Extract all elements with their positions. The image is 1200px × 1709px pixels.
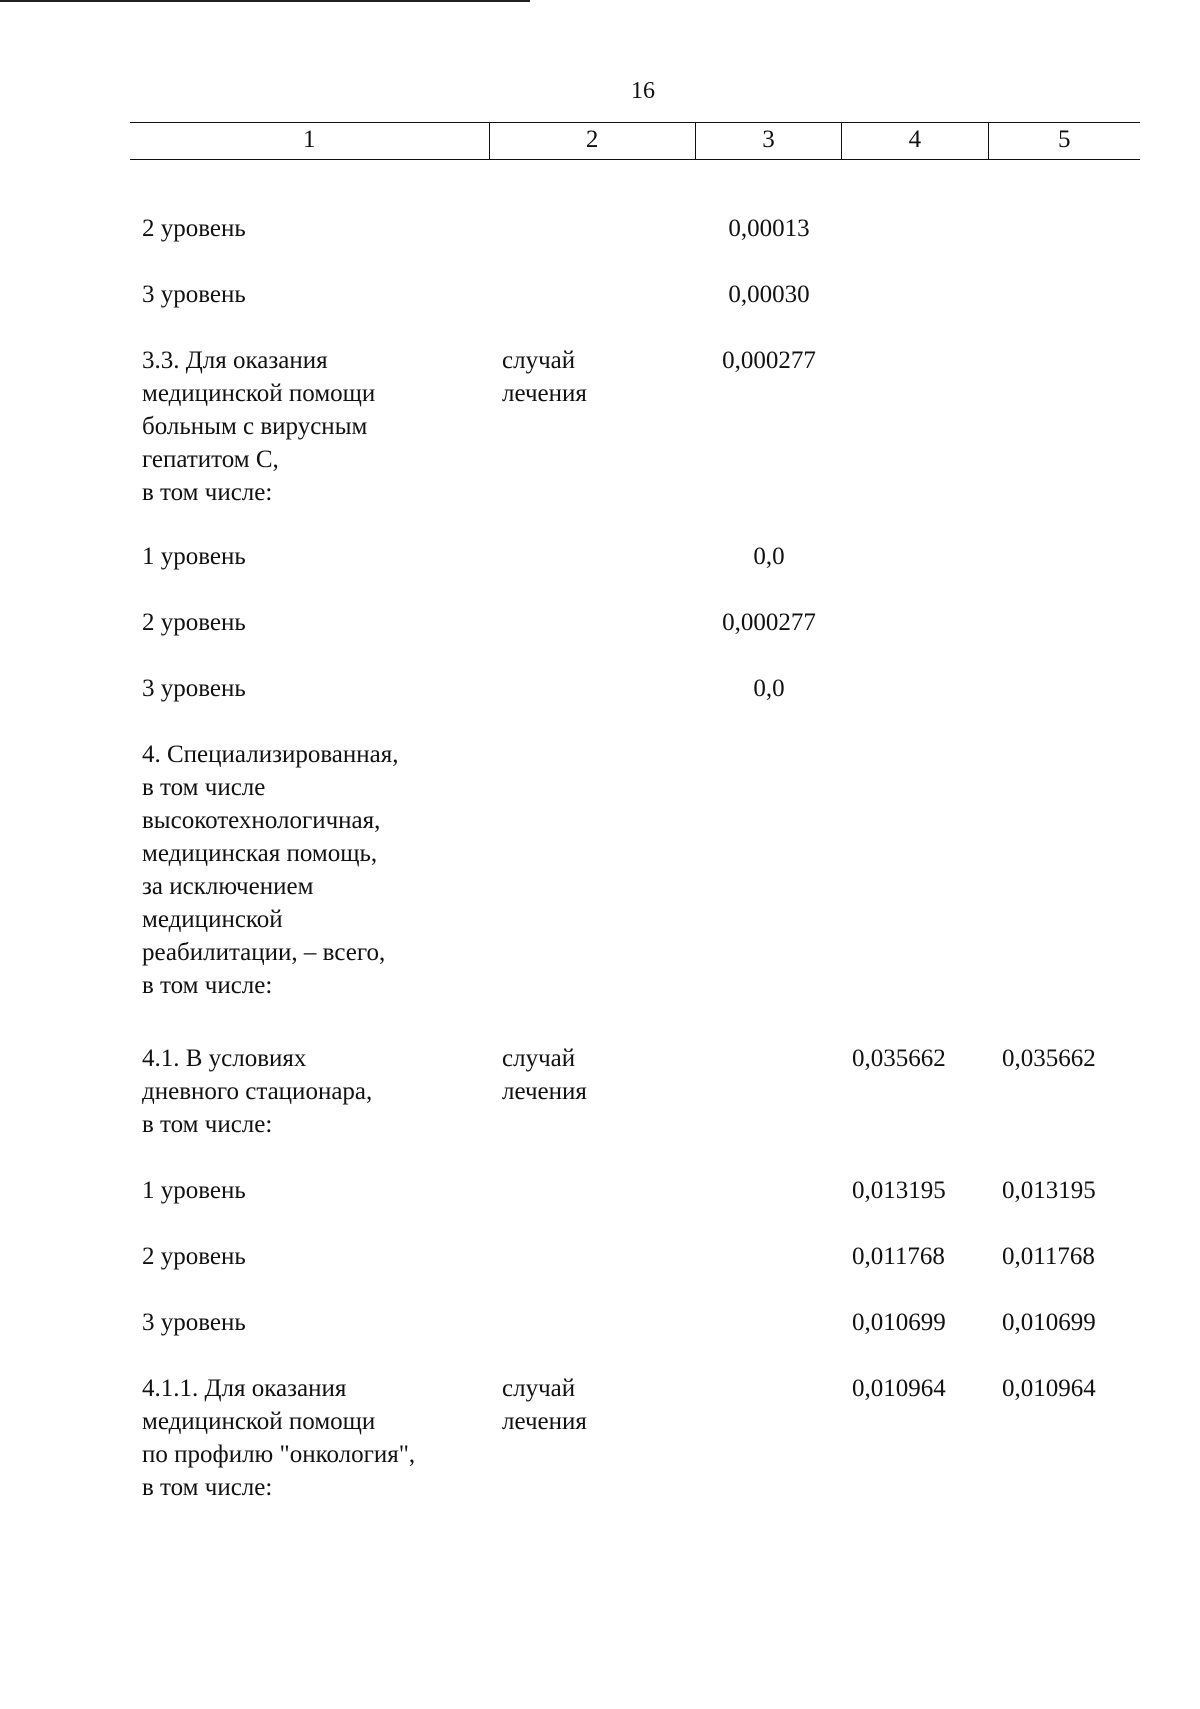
header-cell-1: 1 [130, 123, 490, 159]
row-value-col3: 0,00030 [728, 281, 810, 308]
row-value-col3: 0,0 [753, 675, 785, 702]
row-value-col5: 0,013195 [1002, 1177, 1096, 1204]
row-label: 2 уровень [142, 1243, 246, 1270]
row-label: 3 уровень [142, 675, 246, 702]
page-number: 16 [631, 78, 655, 104]
row-value-col5: 0,011768 [1002, 1243, 1095, 1270]
header-cell-3: 3 [696, 123, 842, 159]
row-unit: случай лечения [502, 1375, 587, 1435]
row-label: 1 уровень [142, 543, 246, 570]
row-label: 1 уровень [142, 1177, 246, 1204]
row-value-col5: 0,010964 [1002, 1375, 1096, 1402]
table-header-row [130, 122, 1140, 160]
row-value-col3: 0,000277 [722, 609, 816, 636]
row-value-col3: 0,0 [753, 543, 785, 570]
row-value-col4: 0,035662 [852, 1045, 946, 1072]
row-unit: случай лечения [502, 347, 587, 407]
row-unit: случай лечения [502, 1045, 587, 1105]
top-edge-rule [0, 0, 530, 2]
row-value-col3: 0,000277 [722, 347, 816, 374]
row-label: 4. Специализированная, в том числе высокотехнологичная, медицинская помощь, за исключением медицинской реабилитации, – всего, в том числе: [142, 741, 399, 999]
row-label: 3 уровень [142, 281, 246, 308]
row-value-col4: 0,010964 [852, 1375, 946, 1402]
header-cell-5: 5 [1058, 126, 1071, 153]
row-value-col4: 0,013195 [852, 1177, 946, 1204]
row-label: 3 уровень [142, 1309, 246, 1336]
header-cell-4: 4 [842, 123, 988, 159]
row-label: 4.1. В условиях дневного стационара, в том числе: [142, 1045, 373, 1138]
data-table [130, 122, 1140, 1501]
row-value-col4: 0,010699 [852, 1309, 946, 1336]
row-label: 4.1.1. Для оказания медицинской помощи по профилю "онкология", в том числе: [142, 1375, 416, 1501]
row-label: 2 уровень [142, 215, 246, 242]
row-value-col3: 0,00013 [728, 215, 810, 242]
row-label: 2 уровень [142, 609, 246, 636]
header-cell-2: 2 [490, 123, 696, 159]
row-label: 3.3. Для оказания медицинской помощи больным с вирусным гепатитом С, в том числе: [142, 347, 376, 506]
row-value-col4: 0,011768 [852, 1243, 945, 1270]
row-value-col5: 0,035662 [1002, 1045, 1096, 1072]
row-value-col5: 0,010699 [1002, 1309, 1096, 1336]
